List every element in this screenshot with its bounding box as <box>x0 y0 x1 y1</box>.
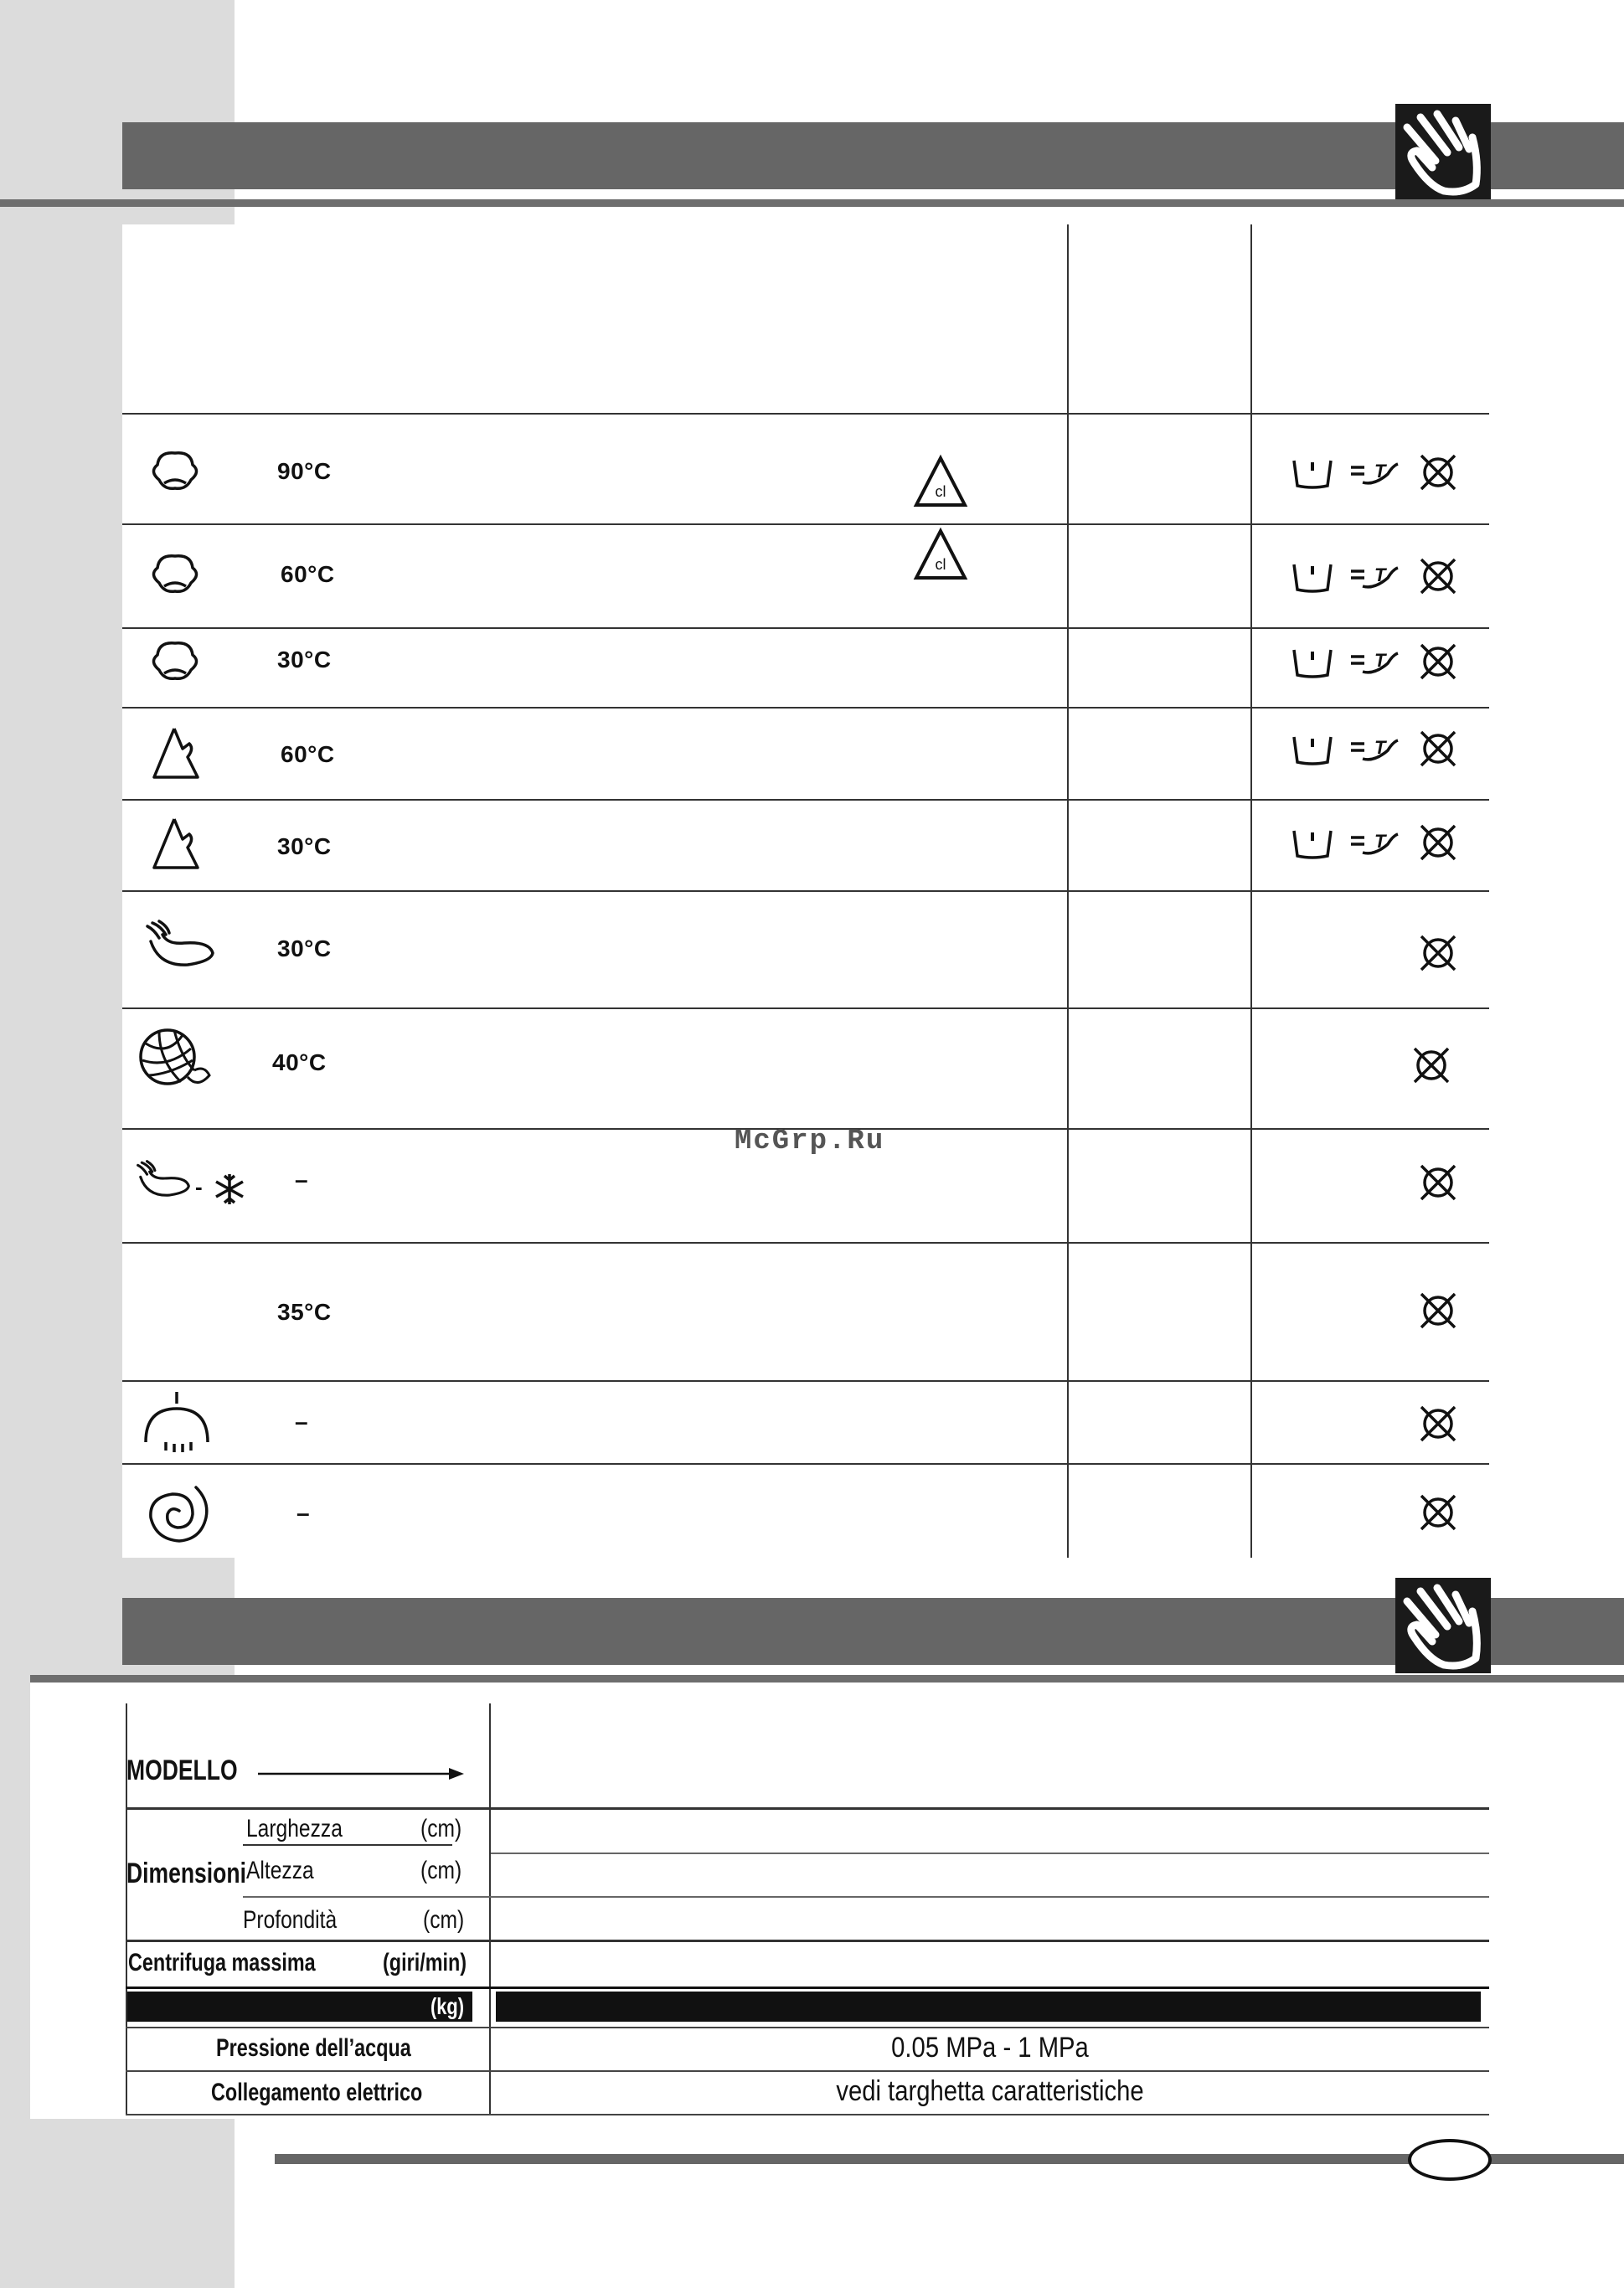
unit-rpm: (giri/min) <box>383 1949 467 1976</box>
no-tumble-dry-icon <box>1420 933 1456 973</box>
cotton-icon <box>147 549 203 600</box>
spin-icon <box>144 1481 214 1544</box>
spec-row-divider <box>126 1940 1489 1942</box>
spec-row-divider <box>126 2114 1489 2115</box>
table-row-divider <box>122 1007 1489 1009</box>
separator-dash: - <box>195 1174 203 1199</box>
care-symbols <box>1291 822 1450 864</box>
kg-row-label-bar <box>127 1992 472 2022</box>
no-tumble-dry-icon <box>1420 1291 1456 1331</box>
snowflake-icon <box>213 1172 246 1206</box>
table-row-divider <box>122 523 1489 525</box>
spec-row-divider <box>491 1853 1489 1854</box>
handwash-icon <box>1294 461 1331 487</box>
page-number-oval <box>1408 2139 1492 2181</box>
wash-temperature: – <box>295 1409 309 1435</box>
no-tumble-dry-icon <box>1420 1492 1456 1533</box>
spec-background <box>30 1675 235 2119</box>
svg-text:T: T <box>1374 650 1386 671</box>
wash-temperature: 60°C <box>281 741 335 767</box>
hand-icon <box>1395 104 1491 199</box>
spec-row-divider <box>126 1807 1489 1810</box>
centrifuga-label: Centrifuga massima <box>128 1949 316 1976</box>
care-symbols <box>1291 452 1450 494</box>
wash-temperature: 30°C <box>277 833 332 859</box>
wash-temperature: 60°C <box>281 561 335 587</box>
collegamento-value: vedi targhetta caratteristiche <box>836 2075 1144 2107</box>
no-tumble-dry-icon <box>1420 1162 1456 1203</box>
wash-temperature: – <box>296 1500 311 1526</box>
watermark: McGrp.Ru <box>735 1126 885 1157</box>
chlorine-bleach-icon <box>913 455 968 508</box>
wash-temperature: 90°C <box>277 458 332 484</box>
spec-row-divider <box>126 1987 1489 1989</box>
unit-cm: (cm) <box>423 1906 465 1934</box>
care-symbols <box>1291 642 1450 683</box>
profondita-label: Profondità <box>243 1906 338 1934</box>
care-symbols <box>1291 556 1450 598</box>
spec-row-divider <box>243 1844 452 1846</box>
wash-temperature: 30°C <box>277 935 332 961</box>
no-tumble-dry-icon <box>1413 1045 1450 1085</box>
wash-temperature: – <box>295 1167 309 1193</box>
unit-cm: (cm) <box>420 1857 462 1884</box>
wash-temperature: 35°C <box>277 1299 332 1325</box>
pressione-label: Pressione dell’acqua <box>216 2034 411 2062</box>
section-rule-wash <box>0 199 1624 207</box>
table-row-divider <box>122 707 1489 709</box>
table-row-divider <box>122 1463 1489 1465</box>
table-row-divider <box>122 627 1489 629</box>
svg-text:T: T <box>1374 831 1386 852</box>
spec-row-divider <box>126 2027 1489 2028</box>
unit-cm: (cm) <box>420 1815 462 1842</box>
collegamento-label: Collegamento elettrico <box>211 2079 423 2106</box>
table-row-divider <box>122 799 1489 801</box>
delicate-icon <box>1351 461 1398 483</box>
unit-kg: (kg) <box>430 1993 465 2019</box>
table-row-divider <box>122 413 1489 415</box>
wash-temperature: 40°C <box>272 1049 327 1075</box>
care-symbols <box>1291 729 1450 770</box>
rinse-icon <box>141 1390 213 1454</box>
delicates-cold-icon <box>134 1160 193 1202</box>
table-row-divider <box>122 1242 1489 1244</box>
wash-temperature: 30°C <box>277 647 332 672</box>
svg-text:T: T <box>1374 564 1386 585</box>
synthetic-icon <box>149 814 203 874</box>
cotton-icon <box>147 636 203 687</box>
section-rule-specs <box>30 1675 1624 1683</box>
hand-icon <box>1395 1578 1491 1673</box>
svg-text:T: T <box>1374 737 1386 758</box>
svg-text:T: T <box>1374 461 1386 482</box>
cotton-icon <box>147 446 203 497</box>
wool-icon <box>134 1023 214 1099</box>
svg-text:cl: cl <box>935 483 946 500</box>
no-tumble-dry-icon <box>1421 456 1455 489</box>
kg-row-value-bar <box>496 1992 1481 2022</box>
svg-text:cl: cl <box>935 556 946 573</box>
modello-label: MODELLO <box>126 1755 238 1786</box>
delicates-icon <box>142 920 218 973</box>
spec-row-divider <box>243 1896 1489 1898</box>
chlorine-bleach-icon <box>913 528 968 581</box>
spec-column-divider <box>489 1703 491 2114</box>
pressione-value: 0.05 MPa - 1 MPa <box>891 2032 1089 2064</box>
arrow-right-icon <box>256 1765 466 1782</box>
no-tumble-dry-icon <box>1420 1404 1456 1444</box>
synthetic-icon <box>149 724 203 784</box>
dimensioni-label: Dimensioni <box>126 1858 246 1889</box>
table-row-divider <box>122 1380 1489 1382</box>
larghezza-label: Larghezza <box>246 1815 343 1842</box>
altezza-label: Altezza <box>246 1857 314 1884</box>
table-row-divider <box>122 890 1489 892</box>
spec-row-divider <box>126 2070 1489 2072</box>
